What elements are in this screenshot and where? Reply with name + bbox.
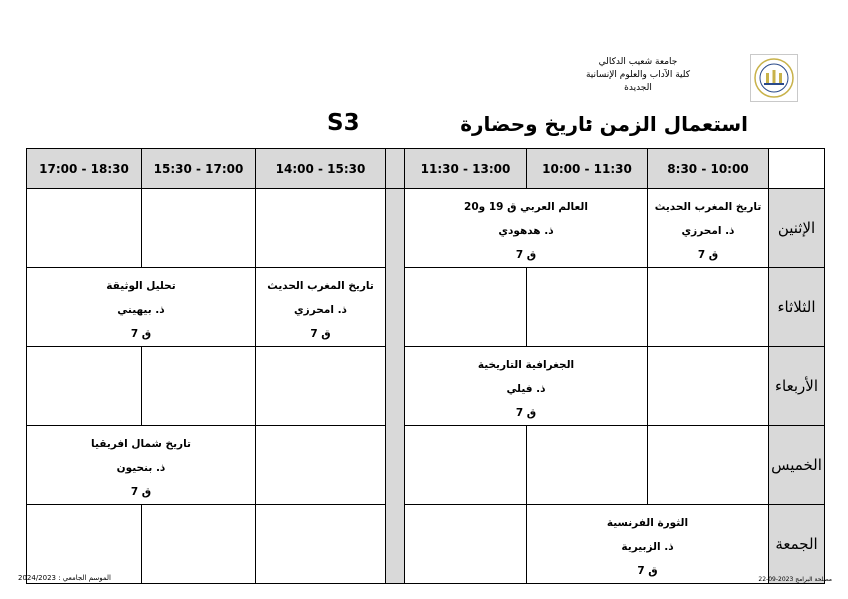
course-title: العالم العربي ق 19 و20: [464, 201, 588, 213]
day-label-tuesday: الثلاثاء: [769, 268, 825, 347]
empty-slot: [527, 268, 648, 347]
course-cell: [256, 268, 386, 347]
empty-slot: [527, 426, 648, 505]
empty-slot: [27, 505, 142, 584]
empty-slot: [256, 189, 386, 268]
time-slot-header: 17:00 - 18:30: [27, 149, 142, 189]
timetable: [26, 148, 825, 584]
empty-slot: [648, 268, 769, 347]
academic-season: الموسم الجامعي : 2024/2023: [18, 574, 111, 582]
day-row-monday: [27, 189, 825, 268]
faculty-name: كلية الآداب والعلوم الإنسانية: [585, 70, 691, 80]
course-cell: [405, 347, 648, 426]
course-room: ق 7: [130, 328, 152, 340]
course-title: تاريخ المغرب الحديث: [654, 201, 762, 213]
title-label: استعمال الزمن :: [584, 112, 748, 136]
course-room: ق 7: [697, 249, 719, 261]
course-room: ق 7: [515, 249, 537, 261]
program-name: تاريخ وحضارة: [460, 112, 593, 136]
time-header-row: [27, 149, 825, 189]
day-row-friday: [27, 505, 825, 584]
course-title: الثورة الفرنسية: [606, 517, 689, 529]
time-slot-header: 15:30 - 17:00: [142, 149, 256, 189]
page-title: [0, 110, 848, 142]
day-label-monday: الإثنين: [769, 189, 825, 268]
day-row-thursday: [27, 426, 825, 505]
course-room: ق 7: [637, 565, 658, 577]
course-professor: ذ. بنحيون: [116, 462, 166, 474]
empty-slot: [256, 347, 386, 426]
city-name: الجديدة: [624, 83, 652, 93]
programs-service-note: مصلحة البرامج 2023-09-22: [758, 576, 832, 583]
empty-slot: [256, 426, 386, 505]
institution-header: [538, 56, 738, 95]
day-label-friday: الجمعة: [769, 505, 825, 584]
empty-slot: [27, 189, 142, 268]
course-professor: ذ. فيلي: [506, 383, 546, 395]
course-professor: ذ. امحرزي: [294, 304, 347, 316]
empty-slot: [405, 505, 527, 584]
lunch-gap-column: [386, 189, 405, 584]
time-slot-header: 11:30 - 13:00: [405, 149, 527, 189]
day-label-wednesday: الأربعاء: [769, 347, 825, 426]
course-professor: ذ. امحرزي: [681, 225, 735, 237]
course-room: ق 7: [310, 328, 331, 340]
course-cell: [405, 189, 648, 268]
course-title: الجغرافية التاريخية: [477, 359, 575, 371]
course-title: تحليل الوثيقة: [106, 280, 176, 292]
corner-cell: [769, 149, 825, 189]
lunch-gap-header: [386, 149, 405, 189]
course-cell: [27, 426, 256, 505]
empty-slot: [405, 426, 527, 505]
day-row-wednesday: [27, 347, 825, 426]
empty-slot: [142, 189, 256, 268]
course-title: تاريخ شمال افريقيا: [91, 438, 191, 450]
day-label-thursday: الخميس: [769, 426, 825, 505]
course-cell: [27, 268, 256, 347]
university-emblem-icon: [753, 57, 795, 99]
time-slot-header: 10:00 - 11:30: [527, 149, 648, 189]
university-name: جامعة شعيب الدكالي: [598, 57, 678, 67]
course-professor: ذ. هدهودي: [498, 225, 554, 237]
course-room: ق 7: [515, 407, 537, 419]
empty-slot: [142, 505, 256, 584]
time-slot-header: 8:30 - 10:00: [648, 149, 769, 189]
course-cell: [648, 189, 769, 268]
course-room: ق 7: [130, 486, 152, 498]
day-row-tuesday: [27, 268, 825, 347]
empty-slot: [648, 347, 769, 426]
course-cell: [527, 505, 769, 584]
empty-slot: [648, 426, 769, 505]
course-professor: ذ. بيهيني: [117, 304, 165, 316]
time-slot-header: 14:00 - 15:30: [256, 149, 386, 189]
course-professor: ذ. الزبيرية: [621, 541, 674, 553]
semester-label: S3: [327, 110, 360, 136]
university-logo: [750, 54, 798, 102]
empty-slot: [142, 347, 256, 426]
course-title: تاريخ المغرب الحديث: [267, 280, 374, 292]
empty-slot: [27, 347, 142, 426]
empty-slot: [256, 505, 386, 584]
empty-slot: [405, 268, 527, 347]
